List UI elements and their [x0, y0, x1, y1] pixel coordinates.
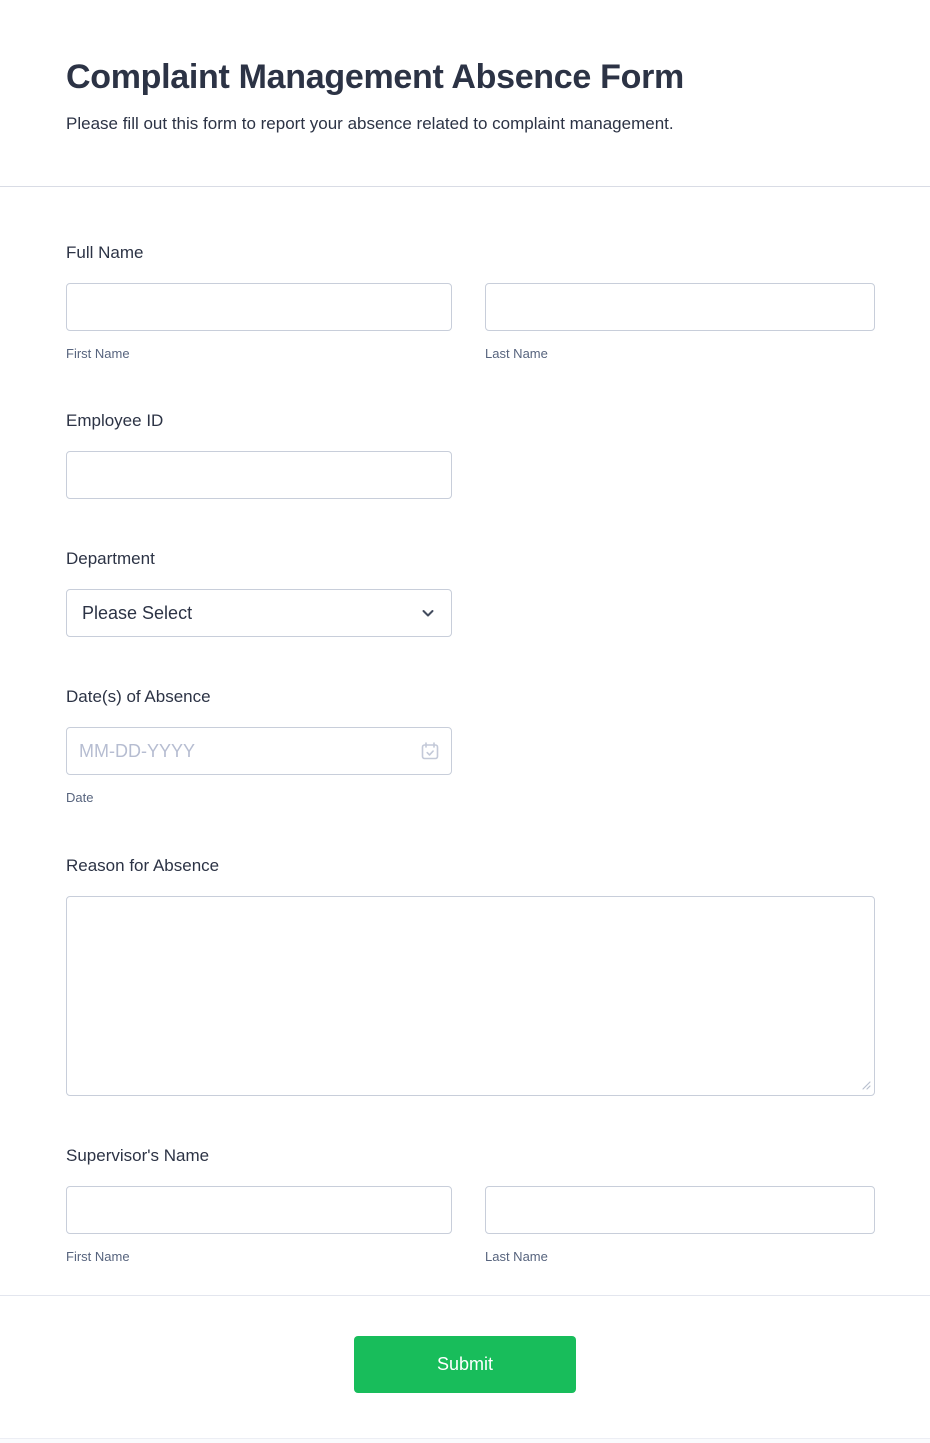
department-selected-value: Please Select — [82, 602, 193, 623]
absence-dates-label: Date(s) of Absence — [66, 687, 211, 707]
supervisor-last-input[interactable] — [485, 1186, 875, 1234]
full-name-last-sublabel: Last Name — [485, 346, 548, 362]
field-full-name — [66, 243, 875, 361]
department-select[interactable] — [66, 589, 452, 637]
department-label: Department — [66, 549, 155, 569]
page-subtitle: Please fill out this form to report your absence related to complaint management. — [66, 113, 674, 133]
reason-textarea[interactable] — [66, 896, 875, 1096]
supervisor-first-input[interactable] — [66, 1186, 452, 1234]
employee-id-label: Employee ID — [66, 411, 164, 431]
field-employee-id — [66, 411, 875, 499]
supervisor-name-label: Supervisor's Name — [66, 1145, 210, 1165]
supervisor-first-col — [66, 1186, 452, 1264]
full-name-last-input[interactable] — [485, 283, 875, 331]
chevron-down-icon — [420, 605, 436, 621]
page-title: Complaint Management Absence Form — [66, 58, 684, 96]
date-sublabel: Date — [66, 790, 94, 806]
footer-strip — [0, 1438, 930, 1443]
submit-bar — [0, 1295, 930, 1438]
date-input-wrap — [66, 727, 452, 775]
supervisor-last-sublabel: Last Name — [485, 1248, 548, 1264]
full-name-first-col — [66, 283, 452, 361]
full-name-row — [66, 283, 875, 361]
supervisor-first-sublabel: First Name — [66, 1248, 130, 1264]
full-name-label: Full Name — [66, 243, 144, 263]
field-absence-dates — [66, 687, 875, 805]
calendar-check-icon[interactable] — [419, 740, 441, 762]
field-department — [66, 549, 875, 637]
full-name-first-input[interactable] — [66, 283, 452, 331]
date-input[interactable] — [66, 727, 452, 775]
supervisor-last-col — [485, 1186, 875, 1264]
full-name-first-sublabel: First Name — [66, 346, 130, 362]
reason-label: Reason for Absence — [66, 855, 220, 875]
resize-handle-icon[interactable] — [860, 1079, 871, 1090]
reason-textarea-wrap — [66, 896, 875, 1096]
employee-id-input[interactable] — [66, 451, 452, 499]
supervisor-name-row — [66, 1186, 875, 1264]
field-supervisor-name — [66, 1146, 875, 1264]
full-name-last-col — [485, 283, 875, 361]
field-reason — [66, 856, 875, 1096]
submit-button[interactable]: Submit — [354, 1336, 576, 1393]
form-header — [0, 0, 930, 136]
form-body — [0, 187, 930, 1295]
